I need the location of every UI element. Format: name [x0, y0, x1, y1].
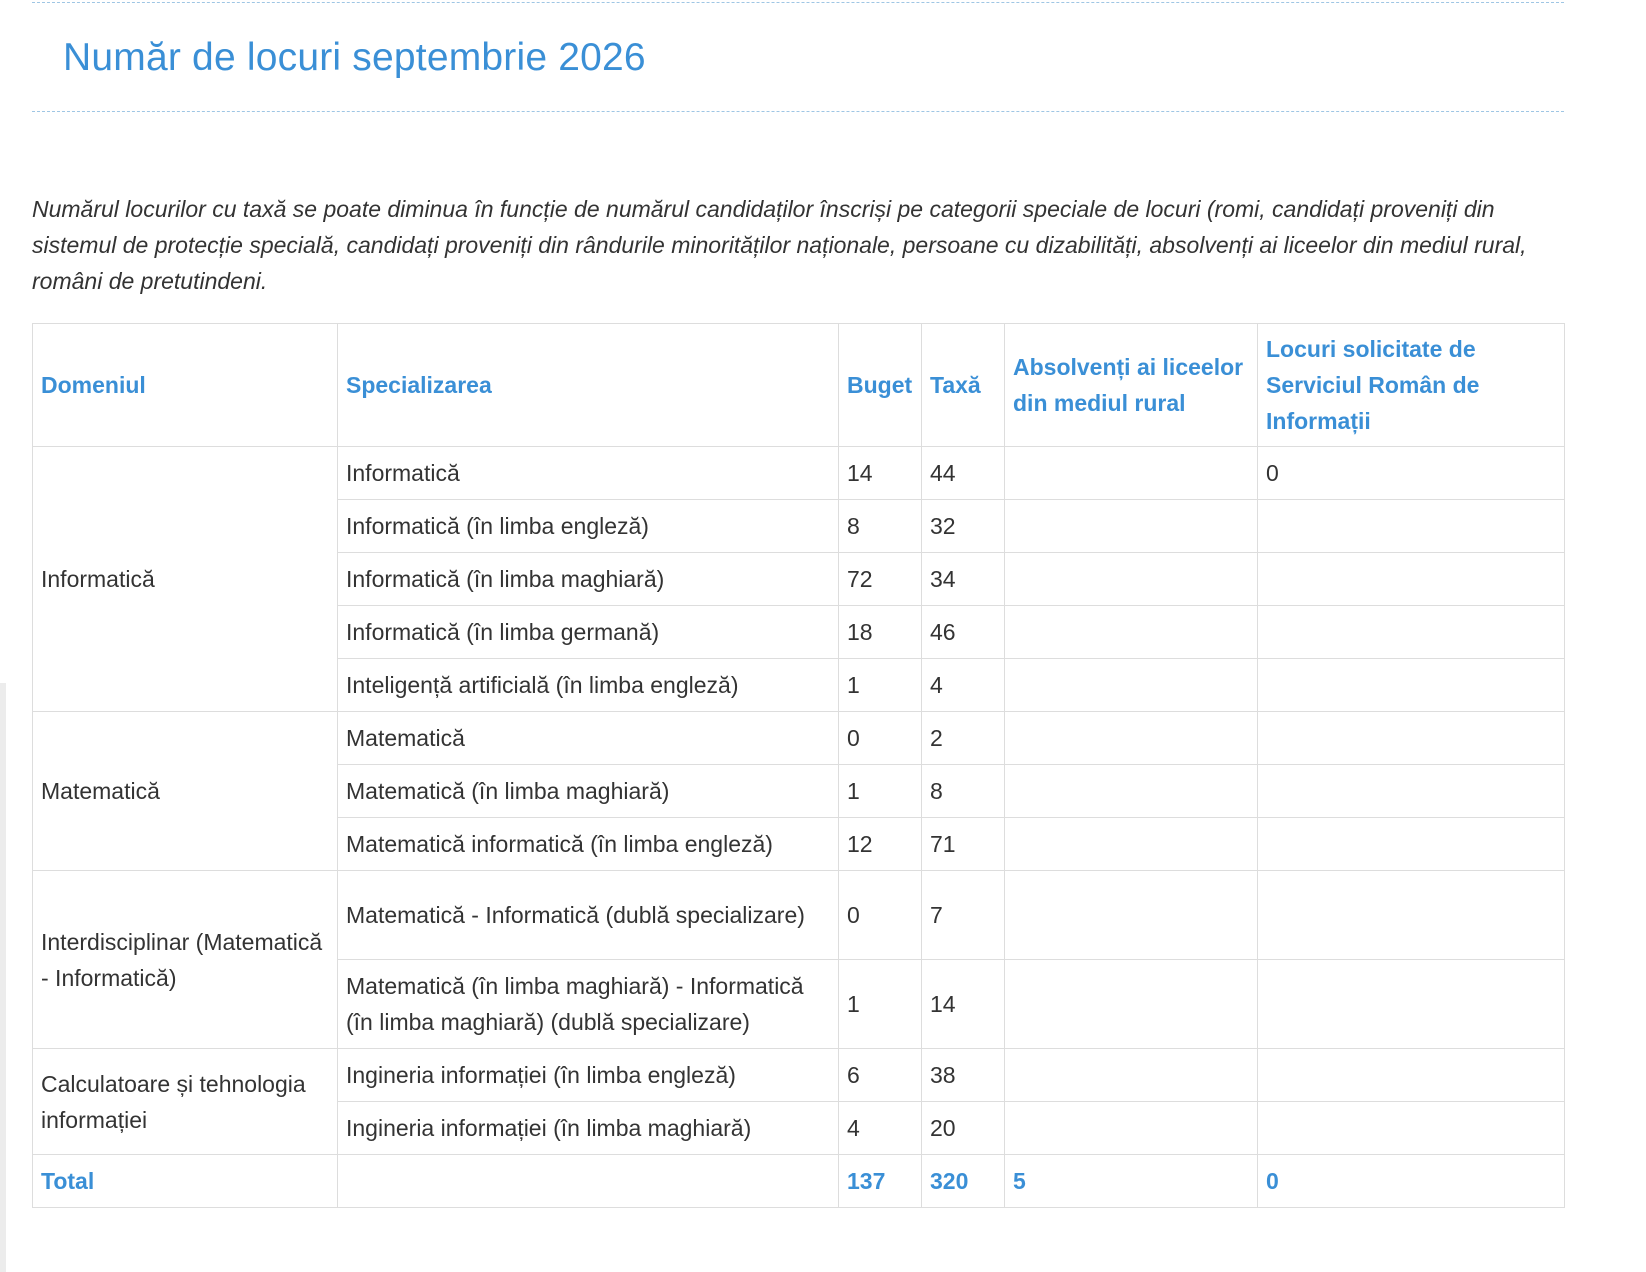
sri-cell — [1258, 606, 1565, 659]
budget-cell: 14 — [839, 447, 922, 500]
specialization-cell: Informatică (în limba engleză) — [338, 500, 839, 553]
top-divider — [32, 2, 1564, 3]
table-header-row — [33, 324, 1565, 447]
header-rural: Absolvenți ai liceelor din mediul rural — [1005, 324, 1258, 447]
side-scroll-shade — [0, 683, 6, 1272]
domain-cell: Calculatoare și tehnologia informației — [33, 1049, 338, 1155]
specialization-cell: Ingineria informației (în limba maghiară) — [338, 1102, 839, 1155]
rural-cell — [1005, 1049, 1258, 1102]
sri-cell — [1258, 659, 1565, 712]
total-label: Total — [33, 1155, 338, 1208]
fee-cell: 44 — [922, 447, 1005, 500]
fee-cell: 34 — [922, 553, 1005, 606]
budget-cell: 0 — [839, 712, 922, 765]
fee-places-notice: Numărul locurilor cu taxă se poate diminua în funcție de numărul candidaților înscriși pe categorii speciale de locuri (romi, candidați proveniți din sistemul de protecție specială, candidați proveniți din rândurile minorităților naționale, persoane cu dizabilități, absolvenți ai liceelor din mediul rural, români de pretutindeni. — [32, 196, 1527, 294]
sri-cell — [1258, 1049, 1565, 1102]
sri-cell — [1258, 500, 1565, 553]
header-budget: Buget — [839, 324, 922, 447]
rural-cell — [1005, 553, 1258, 606]
total-row — [33, 1155, 1565, 1208]
fee-cell: 38 — [922, 1049, 1005, 1102]
sri-cell — [1258, 553, 1565, 606]
rural-cell — [1005, 1102, 1258, 1155]
fee-cell: 14 — [922, 960, 1005, 1049]
table-row — [33, 871, 1565, 960]
header-specialization: Specializarea — [338, 324, 839, 447]
fee-cell: 32 — [922, 500, 1005, 553]
rural-cell — [1005, 447, 1258, 500]
specialization-cell: Informatică (în limba germană) — [338, 606, 839, 659]
header-fee: Taxă — [922, 324, 1005, 447]
sri-cell — [1258, 712, 1565, 765]
specialization-cell: Matematică informatică (în limba engleză) — [338, 818, 839, 871]
total-budget: 137 — [839, 1155, 922, 1208]
budget-cell: 12 — [839, 818, 922, 871]
places-table — [32, 323, 1565, 1208]
budget-cell: 0 — [839, 871, 922, 960]
sri-cell — [1258, 871, 1565, 960]
domain-cell: Matematică — [33, 712, 338, 871]
total-sri: 0 — [1258, 1155, 1565, 1208]
total-rural: 5 — [1005, 1155, 1258, 1208]
title-divider — [32, 111, 1564, 112]
table-row — [33, 1049, 1565, 1102]
specialization-cell: Matematică (în limba maghiară) - Informatică (în limba maghiară) (dublă specializare) — [338, 960, 839, 1049]
domain-cell: Interdisciplinar (Matematică - Informatică) — [33, 871, 338, 1049]
table-row — [33, 447, 1565, 500]
budget-cell: 1 — [839, 765, 922, 818]
rural-cell — [1005, 818, 1258, 871]
fee-cell: 46 — [922, 606, 1005, 659]
specialization-cell: Matematică — [338, 712, 839, 765]
budget-cell: 8 — [839, 500, 922, 553]
header-domain: Domeniul — [33, 324, 338, 447]
specialization-cell: Ingineria informației (în limba engleză) — [338, 1049, 839, 1102]
sri-cell — [1258, 1102, 1565, 1155]
page-content — [32, 0, 1564, 1208]
rural-cell — [1005, 871, 1258, 960]
page-title: Număr de locuri septembrie 2026 — [63, 36, 646, 79]
specialization-cell: Informatică (în limba maghiară) — [338, 553, 839, 606]
fee-cell: 8 — [922, 765, 1005, 818]
fee-cell: 7 — [922, 871, 1005, 960]
budget-cell: 1 — [839, 960, 922, 1049]
rural-cell — [1005, 960, 1258, 1049]
total-specialization-cell — [338, 1155, 839, 1208]
specialization-cell: Inteligență artificială (în limba engleză) — [338, 659, 839, 712]
specialization-cell: Matematică (în limba maghiară) — [338, 765, 839, 818]
budget-cell: 4 — [839, 1102, 922, 1155]
sri-cell — [1258, 765, 1565, 818]
fee-cell: 71 — [922, 818, 1005, 871]
total-fee: 320 — [922, 1155, 1005, 1208]
budget-cell: 1 — [839, 659, 922, 712]
rural-cell — [1005, 712, 1258, 765]
rural-cell — [1005, 765, 1258, 818]
fee-cell: 2 — [922, 712, 1005, 765]
header-sri: Locuri solicitate de Serviciul Român de Informații — [1258, 324, 1565, 447]
budget-cell: 6 — [839, 1049, 922, 1102]
table-row — [33, 712, 1565, 765]
rural-cell — [1005, 659, 1258, 712]
rural-cell — [1005, 606, 1258, 659]
budget-cell: 72 — [839, 553, 922, 606]
sri-cell — [1258, 960, 1565, 1049]
fee-cell: 20 — [922, 1102, 1005, 1155]
sri-cell: 0 — [1258, 447, 1565, 500]
sri-cell — [1258, 818, 1565, 871]
domain-cell: Informatică — [33, 447, 338, 712]
fee-cell: 4 — [922, 659, 1005, 712]
rural-cell — [1005, 500, 1258, 553]
specialization-cell: Informatică — [338, 447, 839, 500]
budget-cell: 18 — [839, 606, 922, 659]
specialization-cell: Matematică - Informatică (dublă specializare) — [338, 871, 839, 960]
